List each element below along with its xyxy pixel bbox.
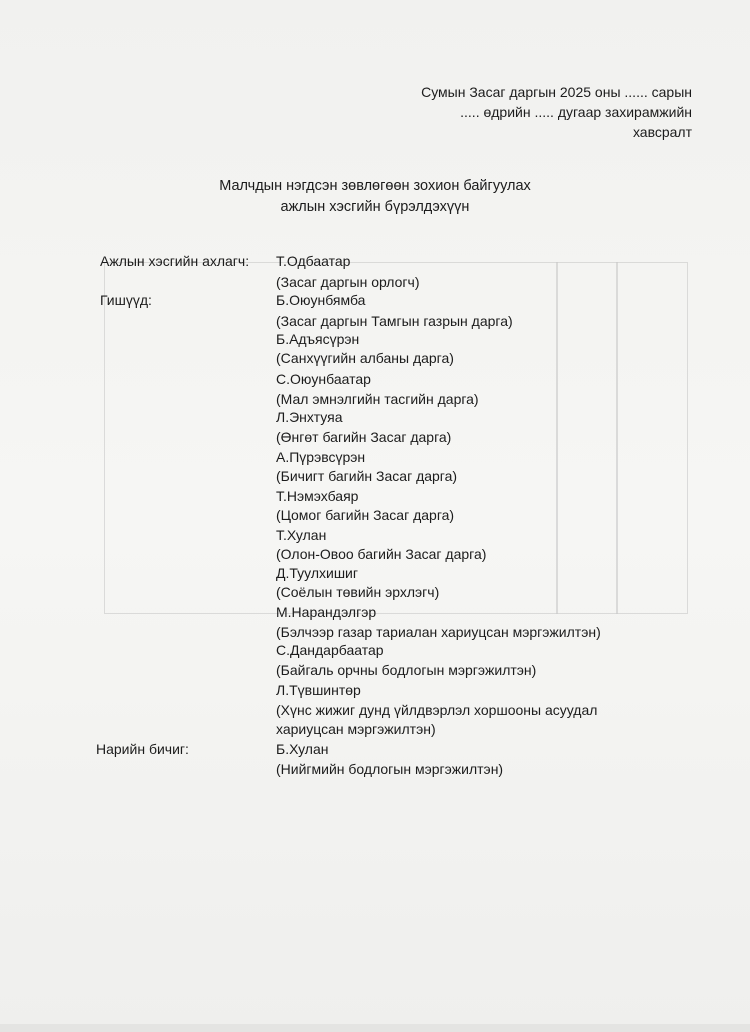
- member-name: Д.Туулхишиг: [276, 565, 358, 581]
- header-line-2: ..... өдрийн ..... дугаар захирамжийн: [460, 104, 692, 120]
- leader-label: Ажлын хэсгийн ахлагч:: [100, 253, 250, 269]
- secretary-position: (Нийгмийн бодлогын мэргэжилтэн): [276, 761, 504, 777]
- member-name: С.Оюунбаатар: [276, 371, 371, 387]
- member-position: (Цомог багийн Засаг дарга): [276, 507, 455, 523]
- leader-position: (Засаг даргын орлогч): [276, 274, 420, 290]
- member-position-continued: хариуцсан мэргэжилтэн): [276, 721, 436, 737]
- member-name: М.Нарандэлгэр: [276, 604, 377, 620]
- member-position: (Соёлын төвийн эрхлэгч): [276, 584, 440, 600]
- header-line-1: Сумын Засаг даргын 2025 оны ...... сарын: [421, 84, 692, 100]
- member-name: Л.Энхтуяа: [276, 409, 343, 425]
- member-position: (Өнгөт багийн Засаг дарга): [276, 429, 452, 445]
- member-position: (Байгаль орчны бодлогын мэргэжилтэн): [276, 662, 537, 678]
- member-name: А.Пүрэвсүрэн: [276, 449, 366, 465]
- member-position: (Бэлчээр газар тариалан хариуцсан мэргэжилтэн): [276, 624, 601, 640]
- member-name: Б.Оюунбямба: [276, 292, 366, 308]
- member-name: Т.Нэмэхбаяр: [276, 488, 359, 504]
- document-header: [332, 82, 692, 142]
- member-position: (Бичигт багийн Засаг дарга): [276, 468, 458, 484]
- member-position: (Мал эмнэлгийн тасгийн дарга): [276, 391, 479, 407]
- member-name: С.Дандарбаатар: [276, 642, 384, 658]
- member-name: Б.Адъясүрэн: [276, 331, 360, 347]
- member-position: (Олон-Овоо багийн Засаг дарга): [276, 546, 487, 562]
- member-name: Т.Хулан: [276, 527, 327, 543]
- title-line-2: ажлын хэсгийн бүрэлдэхүүн: [280, 199, 470, 215]
- page-bottom-edge: [0, 1024, 750, 1032]
- member-position: (Санхүүгийн албаны дарга): [276, 350, 454, 366]
- member-name: Л.Түвшинтөр: [276, 682, 361, 698]
- header-line-3: хавсралт: [632, 124, 692, 140]
- leader-name: Т.Одбаатар: [276, 253, 351, 269]
- bleed-through-column: [556, 262, 558, 614]
- member-position: (Засаг даргын Тамгын газрын дарга): [276, 313, 513, 329]
- document-title: [0, 176, 750, 218]
- secretary-name: Б.Хулан: [276, 741, 329, 757]
- bleed-through-column: [616, 262, 618, 614]
- secretary-label: Нарийн бичиг:: [96, 741, 189, 757]
- title-line-1: Малчдын нэгдсэн зөвлөгөөн зохион байгуулах: [219, 178, 531, 194]
- members-label: Гишүүд:: [100, 292, 152, 308]
- member-position: (Хүнс жижиг дунд үйлдвэрлэл хоршооны асуудал: [276, 702, 598, 718]
